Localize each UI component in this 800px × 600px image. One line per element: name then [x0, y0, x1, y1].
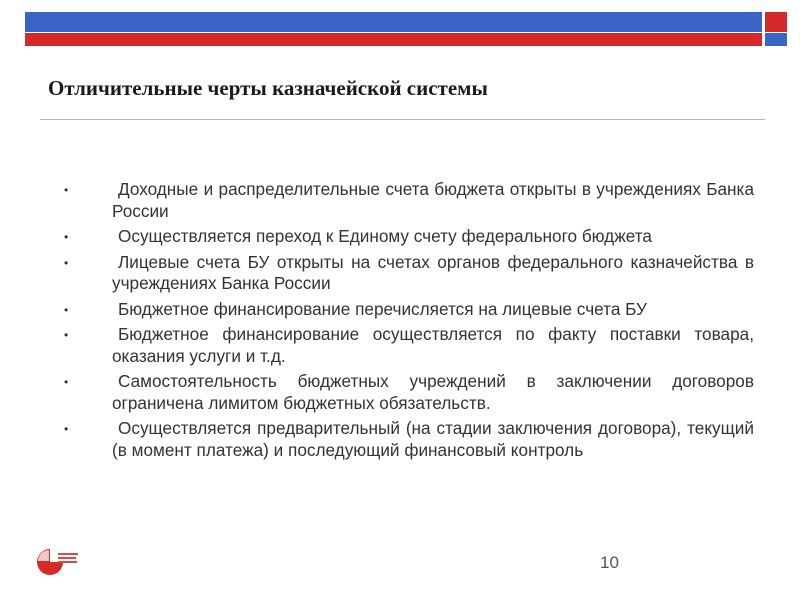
bullet-item [64, 324, 754, 367]
bullet-item [64, 371, 754, 414]
bullet-dot-icon: • [64, 328, 69, 342]
header-bar-red [25, 33, 762, 46]
bullet-item [64, 418, 754, 461]
bullet-item [64, 226, 754, 248]
bullet-text: Доходные и распределительные счета бюджета открыты в учреждениях Банка России [112, 179, 754, 221]
bullet-list [64, 179, 754, 465]
bullet-dot-icon: • [64, 230, 69, 244]
bullet-dot-icon: • [64, 422, 69, 436]
header-bar-blue [25, 12, 762, 32]
slide-title: Отличительные черты казначейской системы [48, 76, 488, 100]
bullet-dot-icon: • [64, 302, 69, 317]
bullet-text: Осуществляется предварительный (на стадии заключения договора), текущий (в момент платежа) и последующий финансовый контроль [112, 418, 754, 460]
bullet-item [64, 299, 754, 321]
bullet-text: Бюджетное финансирование перечисляется на лицевые счета БУ [118, 298, 647, 319]
bullet-text: Осуществляется переход к Единому счету федерального бюджета [118, 226, 652, 246]
header-corner-red [765, 12, 787, 32]
title-divider [40, 119, 765, 120]
header-corner-blue [765, 33, 787, 46]
bullet-dot-icon: • [64, 255, 69, 270]
bullet-item [64, 252, 754, 295]
page-number: 10 [600, 553, 619, 572]
organization-logo-icon [36, 545, 82, 581]
bullet-text: Бюджетное финансирование осуществляется по факту поставки товара, оказания услуги и т.д. [112, 324, 754, 366]
bullet-item [64, 179, 754, 222]
bullet-text: Лицевые счета БУ открыты на счетах органов федерального казначейства в учреждениях Банка России [112, 251, 754, 293]
bullet-dot-icon: • [64, 375, 69, 389]
bullet-dot-icon: • [64, 183, 69, 197]
bullet-text: Самостоятельность бюджетных учреждений в заключении договоров ограничена лимитом бюджетных обязательств. [112, 371, 754, 413]
